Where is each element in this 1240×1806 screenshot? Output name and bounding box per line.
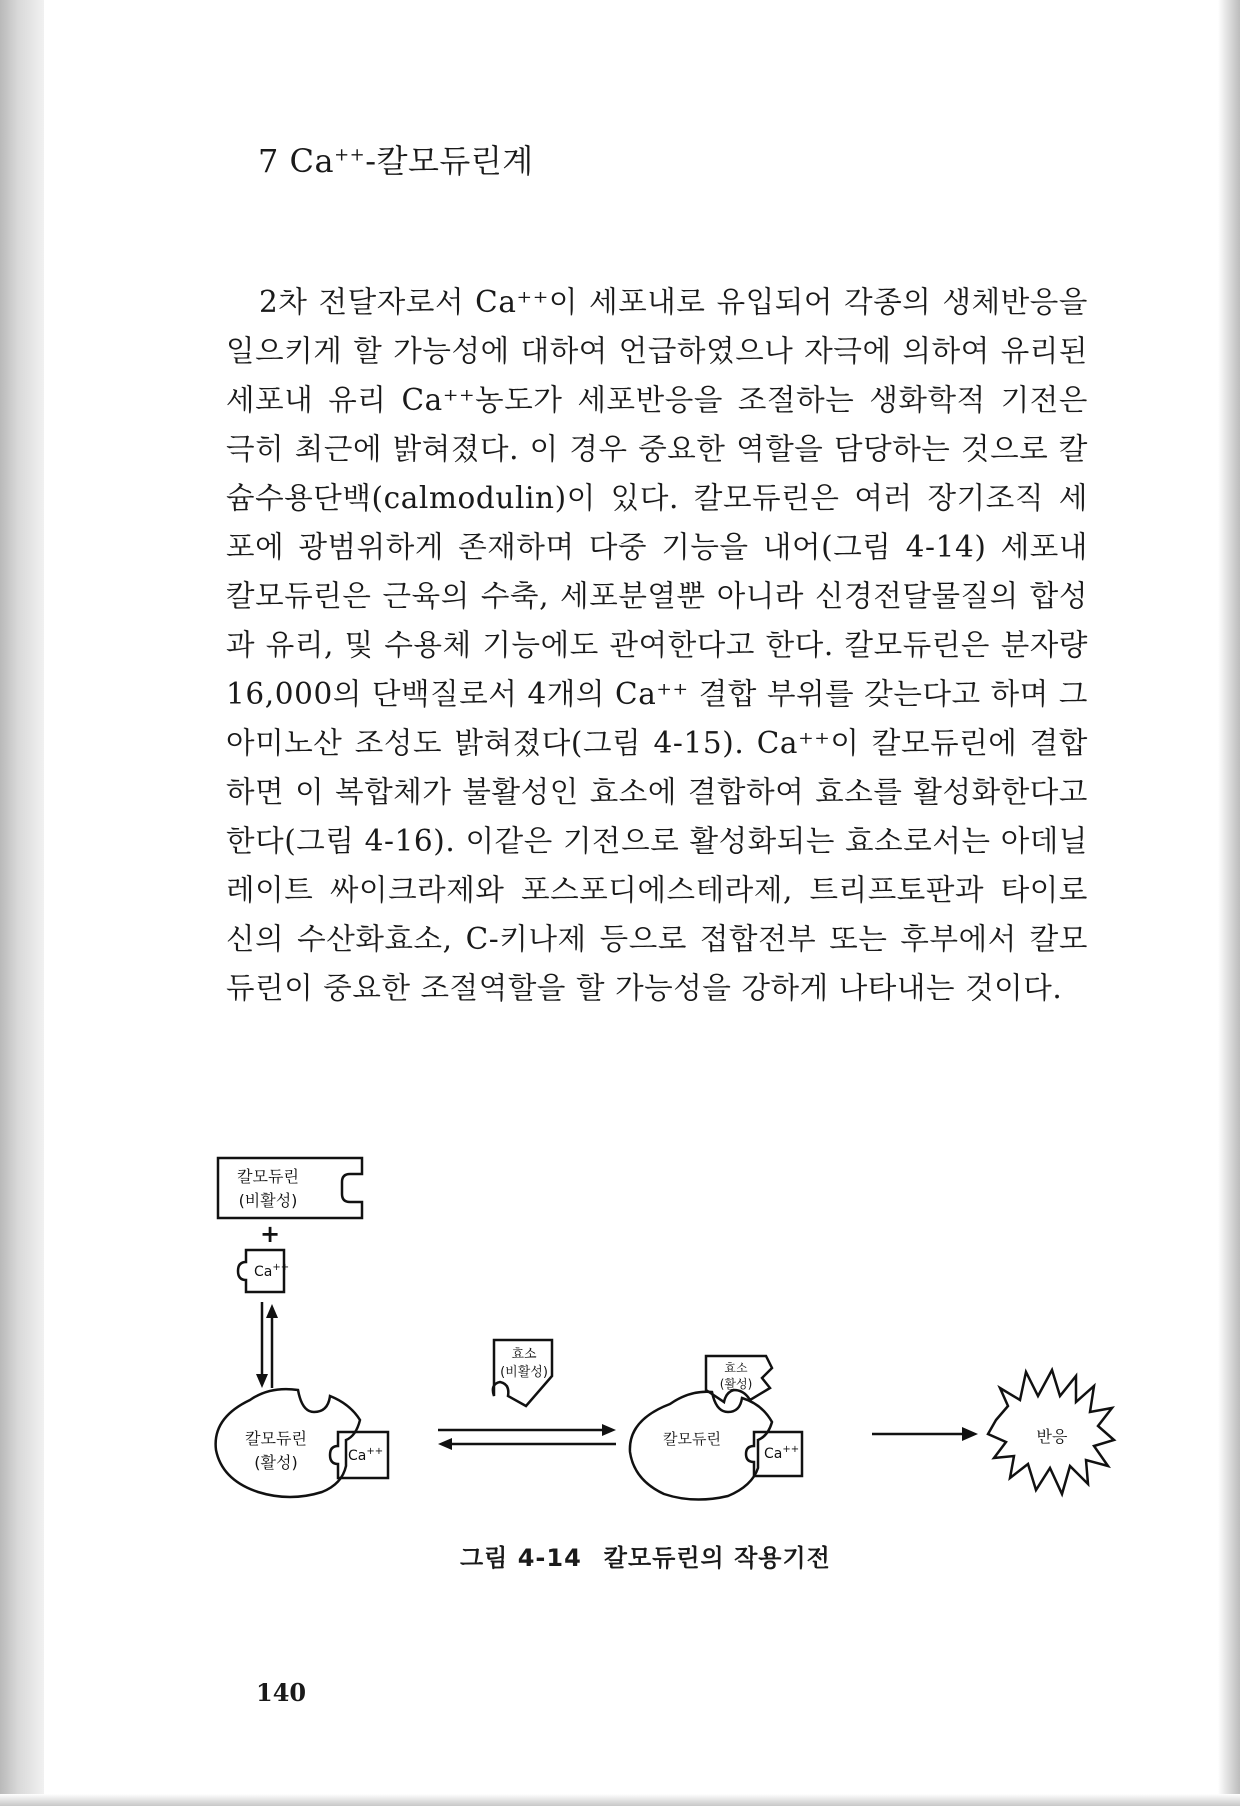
- enzyme-inactive-label-2: (비활성): [500, 1365, 548, 1380]
- section-title-prefix: 7 Ca: [258, 142, 335, 180]
- enzyme-inactive-label-1: 효소: [511, 1347, 537, 1362]
- enzyme-active-label-1: 효소: [724, 1361, 748, 1375]
- calmodulin-active-label-1: 칼모듀린: [245, 1429, 307, 1448]
- calmodulin-inactive-label-1: 칼모듀린: [237, 1167, 299, 1186]
- bound-ca-label-1: Ca++: [348, 1446, 384, 1464]
- calmodulin-active-label-2: (활성): [254, 1453, 298, 1472]
- figure-diagram: [210, 1150, 1130, 1530]
- arrow-right-head: [602, 1424, 616, 1436]
- reaction-label: 반응: [1036, 1427, 1068, 1446]
- page-edge-shadow: [1218, 0, 1240, 1806]
- page-bottom-shadow: [0, 1794, 1240, 1806]
- section-title-suffix: -칼모듀린계: [365, 142, 534, 180]
- complex-calmodulin-label: 칼모듀린: [663, 1430, 721, 1448]
- arrow-to-reaction-head: [962, 1427, 978, 1441]
- arrow-up-head: [266, 1304, 278, 1318]
- section-title: [258, 136, 534, 182]
- calmodulin-inactive-label-2: (비활성): [238, 1191, 298, 1210]
- calmodulin-mechanism-figure: [210, 1150, 1130, 1530]
- figure-caption-label: 그림 4-14: [460, 1544, 582, 1572]
- figure-caption: [460, 1538, 831, 1573]
- bound-ca-label-2: Ca++: [764, 1444, 800, 1462]
- arrow-down-head: [256, 1374, 268, 1388]
- enzyme-active-label-2: (활성): [719, 1377, 753, 1391]
- book-spine-shadow: [0, 0, 44, 1806]
- page-number: 140: [256, 1678, 307, 1707]
- arrow-left-head: [438, 1438, 452, 1450]
- plus-sign: +: [259, 1220, 281, 1248]
- ca-ion-label: Ca++: [254, 1262, 290, 1280]
- figure-caption-text: 칼모듀린의 작용기전: [603, 1544, 831, 1572]
- section-title-superscript: ++: [334, 144, 366, 166]
- body-paragraph: 2차 전달자로서 Ca⁺⁺이 세포내로 유입되어 각종의 생체반응을 일으키게 할 가능성에 대하여 언급하였으나 자극에 의하여 유리된 세포내 유리 Ca⁺⁺농도가 세포반응을 조절하는 생화학적 기전은 극히 최근에 밝혀졌다. 이 경우 중요한 역할을 담당하는 것으로 칼슘수용단백(calmodulin)이 있다. 칼모듀린은 여러 장기조직 세포에 광범위하게 존재하며 다중 기능을 내어(그림 4-14) 세포내 칼모듀린은 근육의 수축, 세포분열뿐 아니라 신경전달물질의 합성과 유리, 및 수용체 기능에도 관여한다고 한다. 칼모듀린은 분자량 16,000의 단백질로서 4개의 Ca⁺⁺ 결합 부위를 갖는다고 하며 그 아미노산 조성도 밝혀졌다(그림 4-15). Ca⁺⁺이 칼모듀린에 결합하면 이 복합체가 불활성인 효소에 결합하여 효소를 활성화한다고 한다(그림 4-16). 이같은 기전으로 활성화되는 효소로서는 아데닐레이트 싸이크라제와 포스포디에스테라제, 트리프토판과 타이로신의 수산화효소, C-키나제 등으로 접합전부 또는 후부에서 칼모듀린이 중요한 조절역할을 할 가능성을 강하게 나타내는 것이다.: [226, 285, 1088, 1005]
